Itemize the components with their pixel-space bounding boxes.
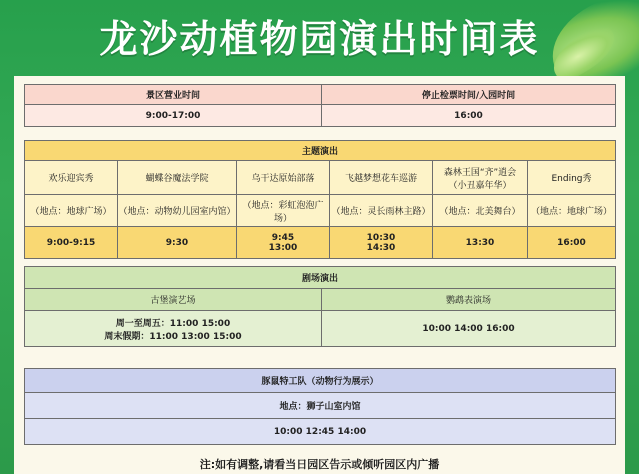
theater-venue-castle: 古堡演艺场 — [25, 289, 322, 311]
theater-times-parrot: 10:00 14:00 16:00 — [322, 311, 616, 347]
theater-table — [24, 266, 616, 347]
schedule-panel — [14, 76, 625, 474]
show-location: （地点：灵长雨林主路） — [330, 195, 433, 227]
hours-table — [24, 84, 616, 127]
show-name: 蝴蝶谷魔法学院 — [118, 161, 237, 195]
theater-header: 剧场演出 — [25, 267, 616, 289]
show-time: 9:00-9:15 — [25, 227, 118, 259]
show-name: 欢乐迎宾秀 — [25, 161, 118, 195]
show-time: 13:30 — [433, 227, 528, 259]
show-name: 森林王国“齐”逍会 （小丑嘉年华） — [433, 161, 528, 195]
theater-venue-parrot: 鹦鹉表演场 — [322, 289, 616, 311]
hours-header-open: 景区营业时间 — [25, 85, 322, 105]
theater-times-castle: 周一至周五：11:00 15:00 周末假期：11:00 13:00 15:00 — [25, 311, 322, 347]
theme-header: 主题演出 — [25, 141, 616, 161]
special-times: 10:00 12:45 14:00 — [25, 419, 616, 445]
hours-header-entry: 停止检票时间/入园时间 — [322, 85, 616, 105]
show-location: （地点：地球广场） — [528, 195, 616, 227]
show-time: 9:30 — [118, 227, 237, 259]
hours-value-open: 9:00-17:00 — [25, 105, 322, 127]
show-name: 乌干达原始部落 — [237, 161, 330, 195]
show-location: （地点：彩虹泡泡广场） — [237, 195, 330, 227]
show-name: Ending秀 — [528, 161, 616, 195]
show-time: 16:00 — [528, 227, 616, 259]
page-title: 龙沙动植物园演出时间表 — [99, 17, 540, 61]
show-time: 10:30 14:30 — [330, 227, 433, 259]
special-location: 地点：狮子山室内馆 — [25, 393, 616, 419]
theme-table — [24, 140, 616, 259]
show-time: 9:45 13:00 — [237, 227, 330, 259]
show-location: （地点：北美舞台） — [433, 195, 528, 227]
special-table — [24, 368, 616, 445]
show-name: 飞越梦想花车巡游 — [330, 161, 433, 195]
special-name: 豚鼠特工队（动物行为展示） — [25, 369, 616, 393]
hours-value-entry: 16:00 — [322, 105, 616, 127]
show-location: （地点：地球广场） — [25, 195, 118, 227]
footer-note: 注:如有调整,请看当日园区告示或倾听园区内广播 — [199, 458, 440, 471]
show-location: （地点：动物幼儿园室内馆） — [118, 195, 237, 227]
